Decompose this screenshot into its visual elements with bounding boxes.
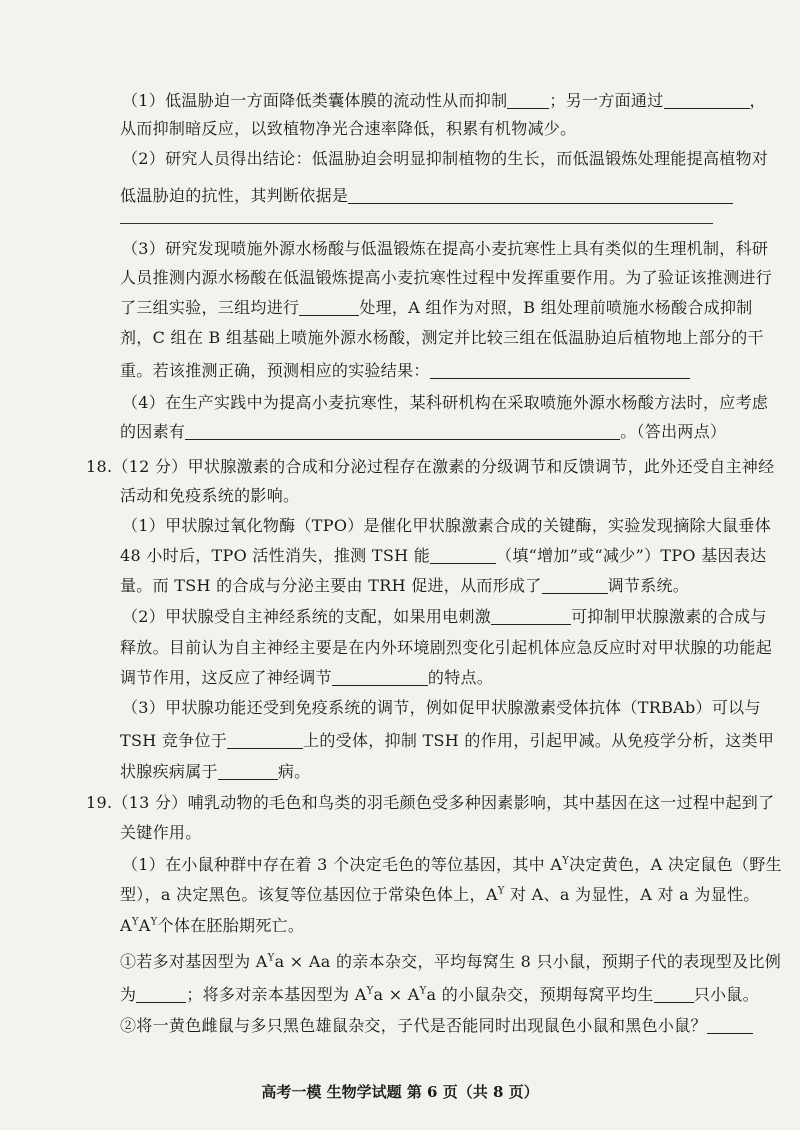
superscript: Y <box>366 985 374 997</box>
text: 决定黄色，A 决定鼠色（野生 <box>569 855 782 874</box>
q17-part1-line1 <box>122 90 766 112</box>
text: （填“增加”或“减少”）TPO 基因表达 <box>496 546 767 565</box>
q18-part3-line2 <box>120 730 774 752</box>
text: 对 A、a 为显性，A 对 a 为显性。 <box>504 885 760 904</box>
q19-sub1-line1 <box>120 951 781 973</box>
text: TSH 竞争位于 <box>120 731 228 750</box>
q19-part1-line1 <box>122 854 782 876</box>
answer-blank[interactable] <box>664 92 750 109</box>
answer-blank[interactable] <box>299 299 359 316</box>
text: a × A <box>373 985 420 1004</box>
text: a 的小鼠杂交，预期每窝平均生 <box>426 985 654 1004</box>
q18-part3-line1: （3）甲状腺功能还受到免疫系统的调节，例如促甲状腺激素受体抗体（TRBAb）可以与 <box>122 698 761 717</box>
answer-blank[interactable] <box>707 1017 753 1034</box>
text: a × Aa 的亲本杂交，平均每窝生 8 只小鼠，预期子代的表现型及比例 <box>274 952 782 971</box>
q17-part2-line1: （2）研究人员得出结论：低温胁迫会明显抑制植物的生长，而低温锻炼处理能提高植物对 <box>122 149 769 168</box>
superscript: Y <box>267 952 275 964</box>
q17-part2-line2 <box>120 185 733 207</box>
q17-part3-line3 <box>120 297 753 319</box>
text: ；另一方面通过 <box>549 91 664 110</box>
text: ①若多对基因型为 A <box>120 952 268 971</box>
q17-part3-line2: 人员推测内源水杨酸在低温锻炼提高小麦抗寒性过程中发挥重要作用。为了验证该推测进行 <box>120 268 773 287</box>
page-footer: 高考一模 生物学试题 第 6 页（共 8 页） <box>261 1083 539 1101</box>
q18-part3-line3 <box>120 761 310 783</box>
q17-part1-line2: 从而抑制暗反应，以致植物净光合速率降低，积累有机物减少。 <box>120 119 577 138</box>
q17-part3-line1: （3）研究发现喷施外源水杨酸与低温锻炼在提高小麦抗寒性上具有类似的生理机制，科研 <box>122 239 769 258</box>
q17-part3-line4: 剂，C 组在 B 组基础上喷施外源水杨酸，测定并比较三组在低温胁迫后植物地上部分的干 <box>120 328 764 347</box>
answer-blank[interactable] <box>491 608 571 625</box>
answer-blank[interactable] <box>218 763 278 780</box>
text: ， <box>749 91 766 110</box>
answer-blank[interactable] <box>227 732 303 749</box>
text: ；将多对亲本基因型为 A <box>186 985 367 1004</box>
text: 调节系统。 <box>607 576 690 595</box>
answer-blank[interactable] <box>430 362 690 379</box>
superscript: Y <box>150 916 158 928</box>
q17-part3-line5 <box>120 360 690 382</box>
answer-blank[interactable] <box>332 669 428 686</box>
q19-heading-line2: 关键作用。 <box>120 823 202 842</box>
superscript: Y <box>497 885 505 897</box>
q18-part2-line2: 释放。目前认为自主神经主要是在内外环境剧烈变化引起机体应急反应时对甲状腺的功能起 <box>120 638 773 657</box>
text: 处理，A 组作为对照，B 组处理前喷施水杨酸合成抑制 <box>359 298 753 317</box>
answer-blank[interactable] <box>185 423 620 440</box>
text: A <box>120 916 132 935</box>
superscript: Y <box>131 916 139 928</box>
text: （1）低温胁迫一方面降低类囊体膜的流动性从而抑制 <box>122 91 508 110</box>
text: 病。 <box>277 762 311 781</box>
text: 了三组实验，三组均进行 <box>120 298 300 317</box>
text: 重。若该推测正确，预测相应的实验结果： <box>120 361 430 380</box>
answer-line[interactable] <box>120 223 713 224</box>
text: 为 <box>120 985 137 1004</box>
q19-heading-line1: 19.（13 分）哺乳动物的毛色和鸟类的羽毛颜色受多种因素影响，其中基因在这一过程中起到了 <box>86 793 775 812</box>
q19-sub2-line1 <box>120 1015 753 1037</box>
q18-part1-line2 <box>120 545 766 567</box>
text: 可抑制甲状腺激素的合成与 <box>571 607 767 626</box>
answer-blank[interactable] <box>348 187 733 204</box>
q18-part1-line3 <box>120 575 689 597</box>
text: ②将一黄色雌鼠与多只黑色雄鼠杂交，子代是否能同时出现鼠色小鼠和黑色小鼠？ <box>120 1016 707 1035</box>
q18-heading-line2: 活动和免疫系统的影响。 <box>120 486 300 505</box>
text: 。（答出两点） <box>620 422 727 441</box>
text: 个体在胚胎期死亡。 <box>157 916 305 935</box>
q18-part2-line3 <box>120 667 493 689</box>
answer-blank[interactable] <box>430 547 496 564</box>
text: 型），a 决定黑色。该复等位基因位于常染色体上，A <box>120 885 498 904</box>
answer-blank[interactable] <box>507 92 549 109</box>
text: 上的受体，抑制 TSH 的作用，引起甲减。从免疫学分析，这类甲 <box>303 731 775 750</box>
text: （2）甲状腺受自主神经系统的支配，如果用电刺激 <box>122 607 492 626</box>
q18-part1-line1: （1）甲状腺过氧化物酶（TPO）是催化甲状腺激素合成的关键酶，实验发现摘除大鼠垂体 <box>122 516 772 535</box>
superscript: Y <box>562 855 570 867</box>
text: 的特点。 <box>427 668 494 687</box>
text: 量。而 TSH 的合成与分泌主要由 TRH 促进，从而形成了 <box>120 576 542 595</box>
text: A <box>138 916 151 935</box>
text: 低温胁迫的抗性，其判断依据是 <box>120 186 349 205</box>
text: 48 小时后，TPO 活性消失，推测 TSH 能 <box>120 546 431 565</box>
text: （1）在小鼠种群中存在着 3 个决定毛色的等位基因，其中 A <box>122 855 563 874</box>
q18-part2-line1 <box>122 606 767 628</box>
superscript: Y <box>419 985 427 997</box>
q19-part1-line3 <box>120 915 304 937</box>
text: 调节作用，这反应了神经调节 <box>120 668 332 687</box>
answer-blank[interactable] <box>136 986 186 1003</box>
q18-heading-line1: 18.（12 分）甲状腺激素的合成和分泌过程存在激素的分级调节和反馈调节，此外还受自主神经 <box>86 457 775 476</box>
q19-sub1-line2 <box>120 984 759 1006</box>
answer-blank[interactable] <box>542 577 608 594</box>
text: 的因素有 <box>120 422 186 441</box>
q19-part1-line2 <box>120 884 760 906</box>
text: 状腺疾病属于 <box>120 762 218 781</box>
answer-blank[interactable] <box>654 986 694 1003</box>
text: 只小鼠。 <box>693 985 759 1004</box>
q17-part4-line2 <box>120 421 726 443</box>
q17-part4-line1: （4）在生产实践中为提高小麦抗寒性，某科研机构在采取喷施外源水杨酸方法时，应考虑 <box>122 393 769 412</box>
